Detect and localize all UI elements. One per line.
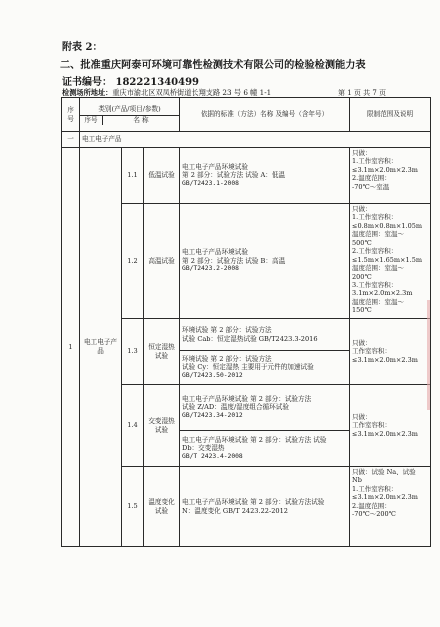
table-row bbox=[62, 148, 431, 204]
row-name: 温度变化试验 bbox=[144, 467, 180, 547]
row-standard: 电工电子产品环境试验 第 2 部分：试验方法 试验 A：低温 GB/T2423.1-2008 bbox=[180, 148, 350, 204]
col-subheaders bbox=[80, 116, 179, 125]
certificate-line bbox=[62, 73, 199, 88]
site-label: 检测场所地址： bbox=[62, 88, 113, 97]
row-limit: 只做：试验 Na、试验 Nb 1.工作室容积： ≤3.1m×2.0m×2.3m 2.温度范围： -70℃～200℃ bbox=[350, 467, 431, 547]
group-category: 电工电子产品 bbox=[80, 148, 122, 547]
row-standard-a: 电工电子产品环境试验 第 2 部分：试验方法 试验 Z/AD：温度/湿度组合循环试验 GB/T2423.34-2012 bbox=[180, 385, 350, 431]
col-sub-seq: 序号 bbox=[80, 116, 103, 125]
row-standard: 电工电子产品环境试验 第 2 部分：试验方法 试验 B：高温 GB/T2423.2-2008 bbox=[180, 204, 350, 319]
row-standard: 电工电子产品环境试验 第 2 部分：试验方法试验 N：温度变化 GB/T 2423.22-2012 bbox=[180, 467, 350, 547]
row-limit: 只做： 工作室容积： ≤3.1m×2.0m×2.3m bbox=[350, 385, 431, 467]
capability-table bbox=[61, 97, 431, 547]
row-name: 交变湿热试验 bbox=[144, 385, 180, 467]
section-number: 一 bbox=[62, 132, 80, 148]
table-header-row bbox=[62, 98, 431, 132]
row-name: 恒定湿热试验 bbox=[144, 319, 180, 385]
col-limit: 限制范围及说明 bbox=[350, 98, 431, 132]
row-name: 低温试验 bbox=[144, 148, 180, 204]
row-standard-a: 环境试验 第 2 部分：试验方法 试验 Cab：恒定湿热试验 GB/T2423.3-2016 bbox=[180, 319, 350, 351]
col-category: 类别(产品/项目/参数) bbox=[80, 104, 179, 116]
row-sub-seq: 1.3 bbox=[122, 319, 144, 385]
row-standard-b: 环境试验 第 2 部分：试验方法 试验 Cy：恒定湿热 主要用于元件的加速试验 GB/T2423.50-2012 bbox=[180, 351, 350, 385]
group-seq: 1 bbox=[62, 148, 80, 547]
document-title: 二、批准重庆阿泰可环境可靠性检测技术有限公司的检验检测能力表 bbox=[60, 59, 366, 71]
row-limit: 只做： 1.工作室容积： ≤3.1m×2.0m×2.3m 2.温度范围： -70℃～室温 bbox=[350, 148, 431, 204]
row-limit: 只做： 1.工作室容积： ≤0.8m×0.8m×1.05m 温度范围：室温～ 500℃ 2.工作室容积： ≤1.5m×1.65m×1.5m 温度范围：室温～ 200℃ 3.工作室容积： 3.1m×2.0m×2.3m 温度范围：室温～ 150℃ bbox=[350, 204, 431, 319]
section-name: 电工电子产品 bbox=[80, 132, 431, 148]
row-standard-b: 电工电子产品环境试验 第 2 部分：试验方法 试验 Db：交变湿热 GB/T 2423.4-2008 bbox=[180, 431, 350, 467]
row-sub-seq: 1.2 bbox=[122, 204, 144, 319]
col-name: 名 称 bbox=[133, 116, 149, 124]
row-sub-seq: 1.4 bbox=[122, 385, 144, 467]
col-category-group bbox=[80, 98, 180, 132]
page-info: 第 1 页 共 7 页 bbox=[338, 89, 387, 97]
cert-label: 证书编号： bbox=[62, 77, 112, 88]
row-name: 高温试验 bbox=[144, 204, 180, 319]
section-row bbox=[62, 132, 431, 148]
cert-number: 182221340499 bbox=[115, 77, 199, 88]
row-sub-seq: 1.1 bbox=[122, 148, 144, 204]
seal-stamp-edge bbox=[427, 300, 438, 410]
site-address: 重庆市渝北区双凤桥街道长翔支路 23 号 6 幢 1-1 bbox=[112, 88, 272, 97]
row-sub-seq: 1.5 bbox=[122, 467, 144, 547]
annex-label: 附表 2： bbox=[62, 42, 103, 53]
col-standard: 依据的标准（方法）名称 及编号（含年号） bbox=[180, 98, 350, 132]
col-seq: 序号 bbox=[62, 98, 80, 132]
row-limit: 只做： 工作室容积： ≤3.1m×2.0m×2.3m bbox=[350, 319, 431, 385]
